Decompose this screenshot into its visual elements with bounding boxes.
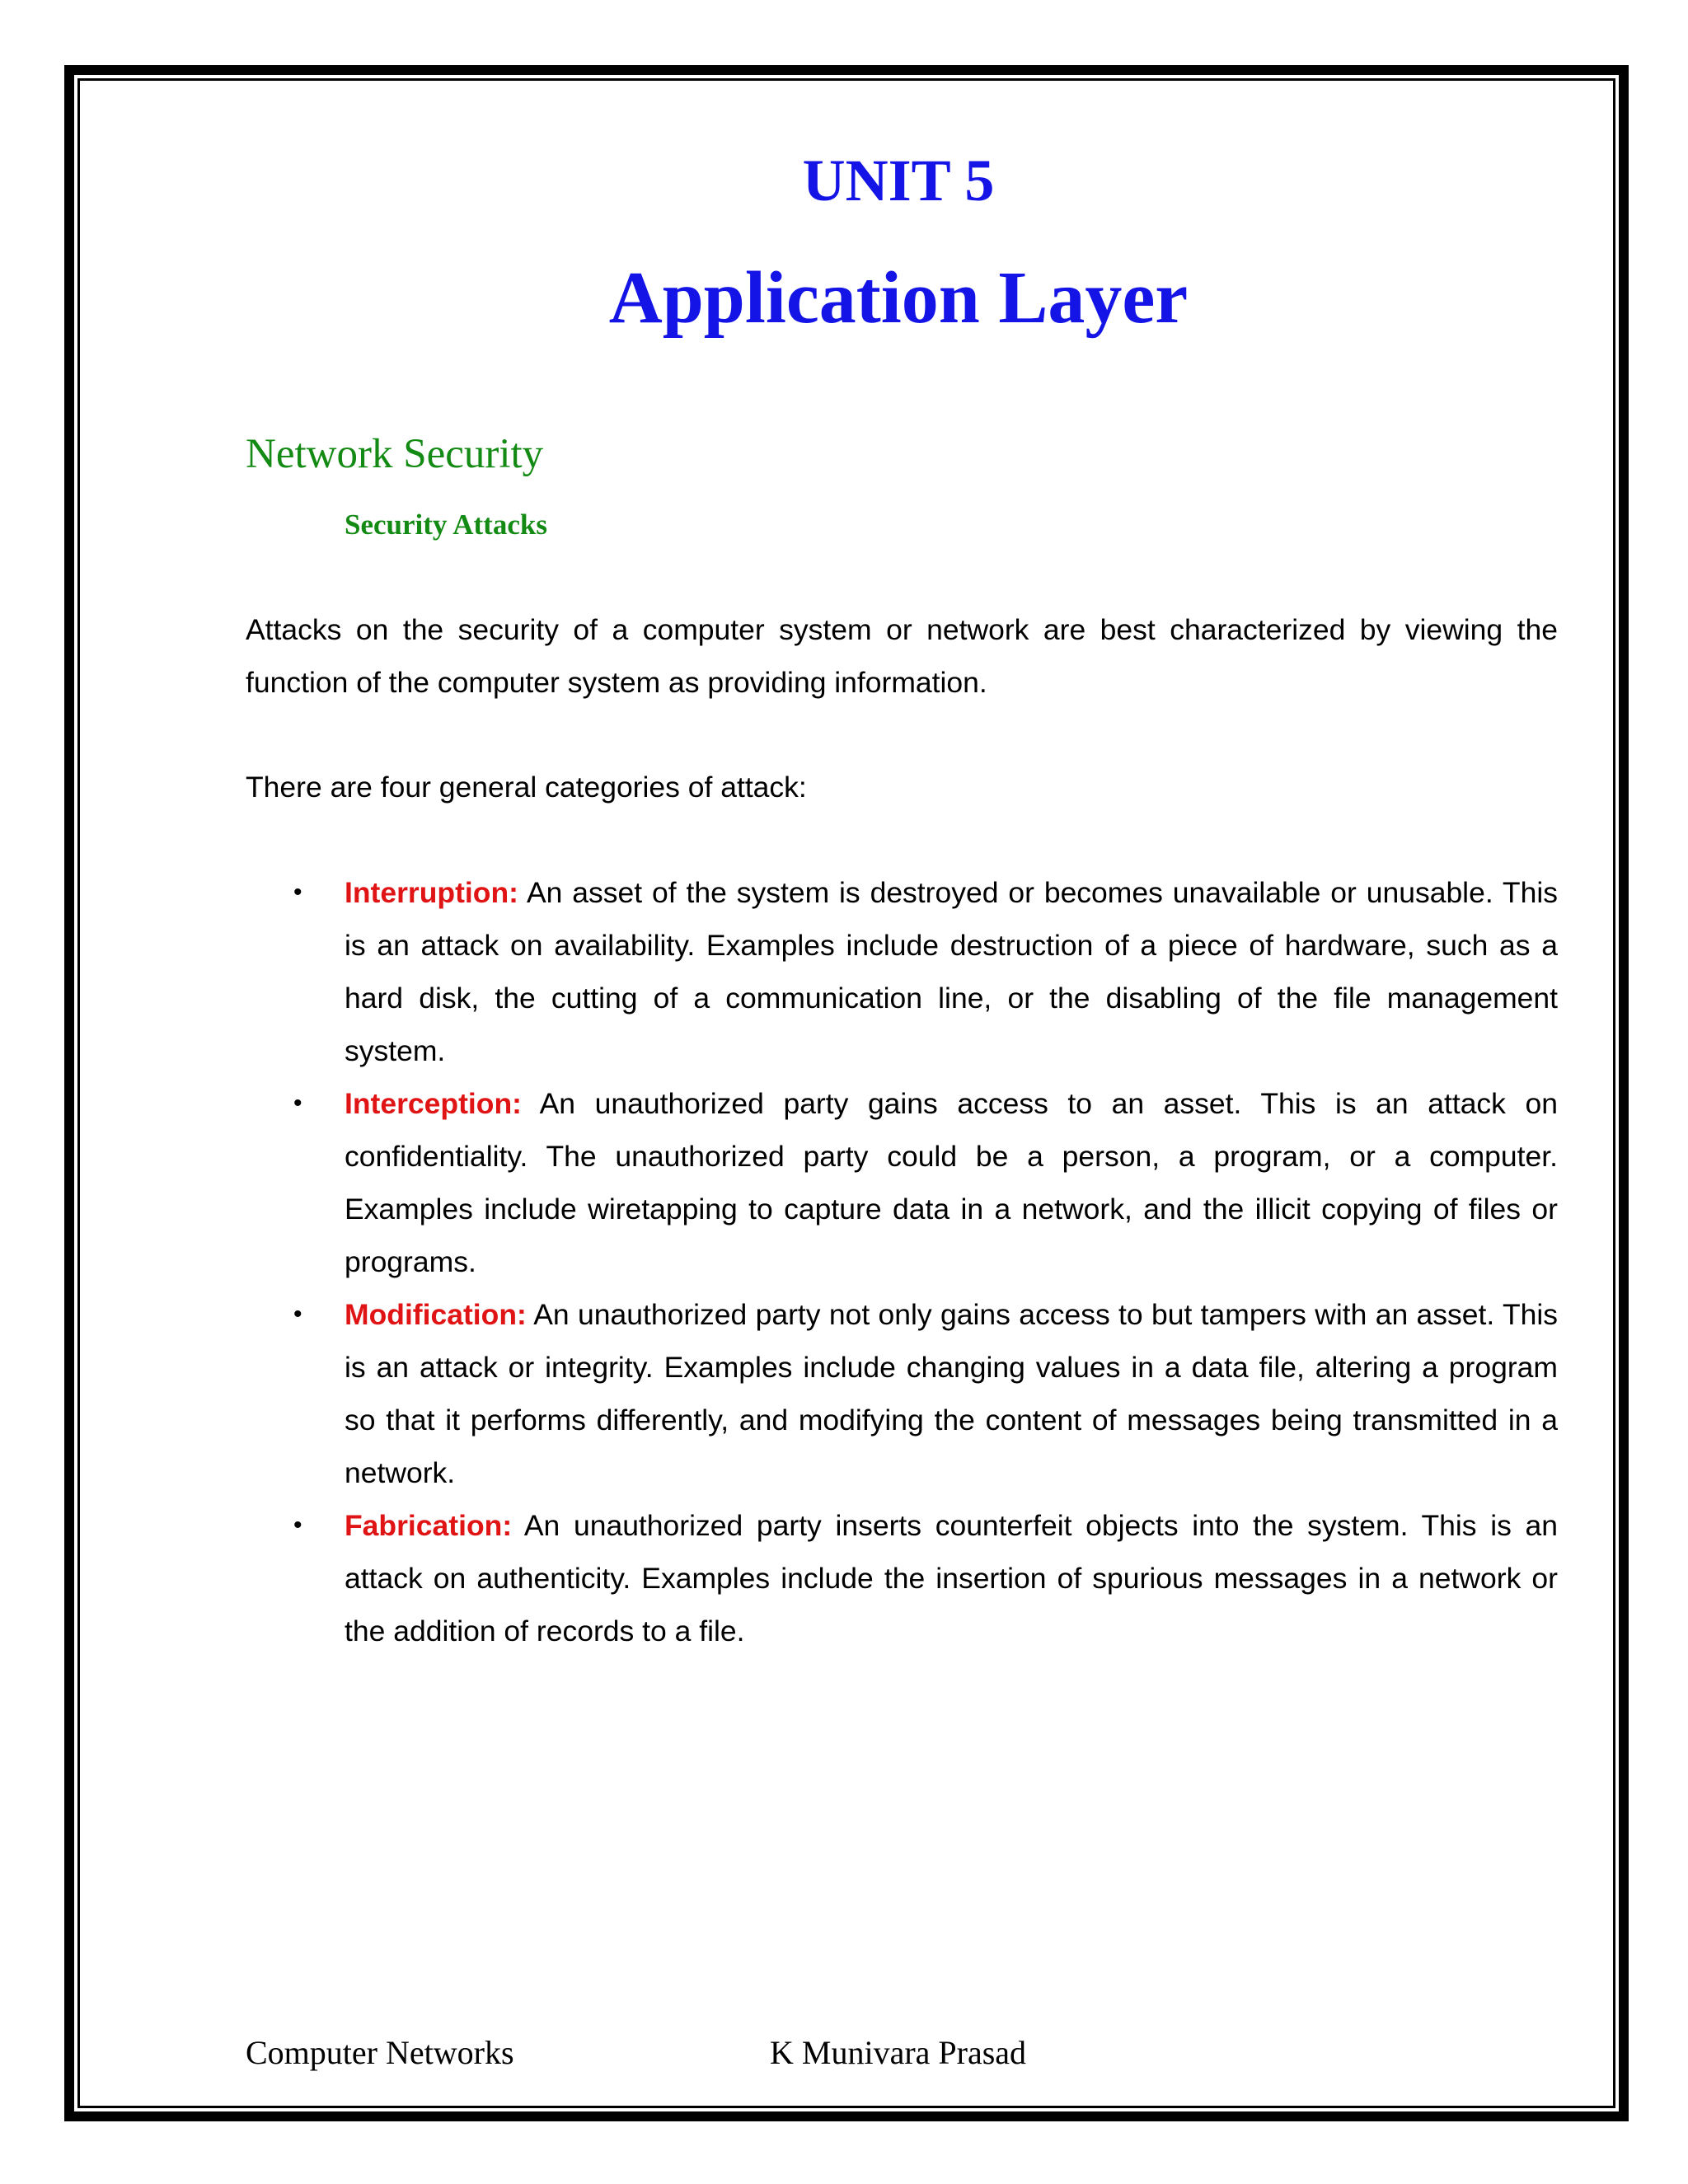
attack-term: Modification: [345,1298,527,1331]
intro-paragraph: Attacks on the security of a computer system or network are best characterized by viewing the function of the computer system as providing information. [246,613,1558,699]
attack-description: An unauthorized party not only gains access to but tampers with an asset. This is an attack or integrity. Examples include changing values in a data file, altering a program so that it performs differently, and modifying the content of messages being transmitted in a network. [345,1298,1559,1489]
list-item [246,1288,1558,1499]
list-item [246,1499,1558,1657]
subsection-heading: Security Attacks [345,509,547,541]
bullet-icon: • [293,879,302,906]
list-item [246,866,1558,1077]
attack-description: An unauthorized party inserts counterfeit objects into the system. This is an attack on authenticity. Examples include the insertion of spurious messages in a network or the addition of records to a file. [345,1509,1559,1647]
attack-list [246,866,1558,1657]
attack-description: An unauthorized party gains access to an asset. This is an attack on confidentiality. The unauthorized party could be a person, a program, or a computer. Examples include wiretapping to capture data in a network, and the illicit copying of files or programs. [345,1087,1558,1278]
attack-description: An asset of the system is destroyed or becomes unavailable or unusable. This is an attack on availability. Examples include destruction of a piece of hardware, such as a hard disk, the cutting of a communication line, or the disabling of the file management system. [345,876,1558,1067]
attack-term: Fabrication: [345,1509,513,1542]
bullet-icon: • [293,1301,302,1328]
lead-paragraph: There are four general categories of attack: [246,771,807,804]
attack-term: Interruption: [345,876,518,909]
footer-course: Computer Networks [246,2034,514,2071]
bullet-icon: • [293,1511,302,1539]
bullet-icon: • [293,1090,302,1117]
unit-label: UNIT 5 [802,148,995,213]
section-heading: Network Security [246,431,544,477]
list-item [246,1077,1558,1288]
attack-term: Interception: [345,1087,522,1120]
page-title: Application Layer [608,257,1189,339]
footer-author: K Munivara Prasad [770,2034,1027,2071]
